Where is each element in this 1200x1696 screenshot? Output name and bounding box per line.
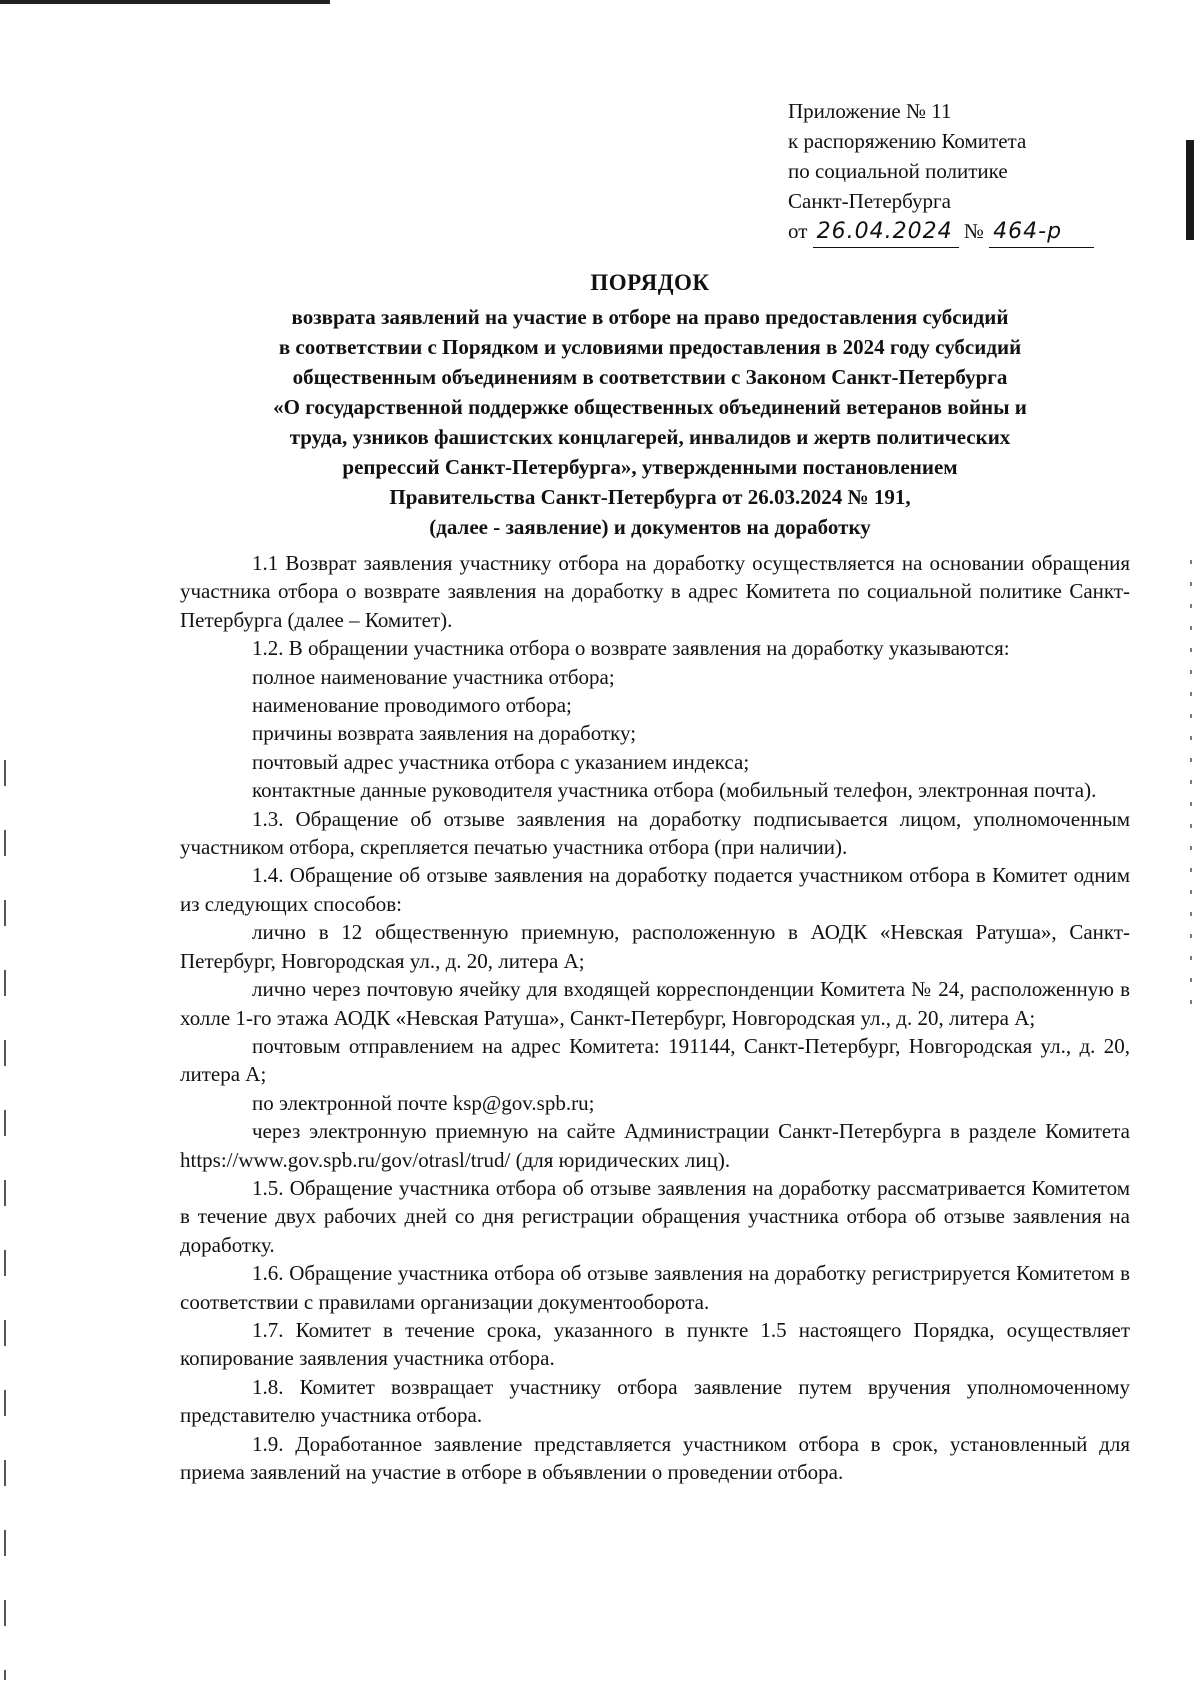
title-main: ПОРЯДОК	[590, 270, 710, 295]
number-prefix: №	[963, 219, 984, 243]
paragraph-1-2: 1.2. В обращении участника отбора о возврате заявления на доработку указываются:	[252, 636, 1010, 661]
paragraph-1-7: 1.7. Комитет в течение срока, указанного в пункте 1.5 настоящего Порядка, осуществляет копирование заявления участника отбора.	[180, 1317, 1130, 1371]
title-line: труда, узников фашистских концлагерей, инвалидов и жертв политических	[289, 425, 1011, 449]
scan-artifact-left-marks	[4, 760, 6, 1680]
paragraph-1-3: 1.3. Обращение об отзыве заявления на доработку подписывается лицом, уполномоченным участником отбора, скрепляется печатью участника отбора (при наличии).	[180, 806, 1130, 860]
list-item: контактные данные руководителя участника отбора (мобильный телефон, электронная почта).	[252, 778, 1097, 803]
scan-artifact-top-line	[0, 0, 330, 4]
paragraph-1-4: 1.4. Обращение об отзыве заявления на доработку подается участником отбора в Комитет одним из следующих способов:	[180, 863, 1130, 916]
list-item: причины возврата заявления на доработку;	[252, 721, 637, 746]
list-item: полное наименование участника отбора;	[252, 664, 615, 689]
date-prefix: от	[788, 219, 808, 243]
title-line: возврата заявлений на участие в отборе на право предоставления субсидий	[291, 305, 1009, 329]
list-item: почтовым отправлением на адрес Комитета: 191144, Санкт-Петербург, Новгородская ул., д. 20, литера А;	[180, 1033, 1130, 1087]
appendix-line-1: Приложение № 11	[788, 99, 952, 123]
list-item: по электронной почте ksp@gov.spb.ru;	[252, 1090, 595, 1115]
appendix-line-3: по социальной политике	[788, 159, 1008, 183]
appendix-date-number-row	[788, 216, 1094, 248]
title-line: общественным объединениям в соответствии с Законом Санкт-Петербурга	[292, 365, 1008, 389]
scan-artifact-right-dots	[1190, 560, 1192, 1020]
document-title	[160, 268, 1140, 542]
paragraph-1-6: 1.6. Обращение участника отбора об отзыве заявления на доработку регистрируется Комитетом в соответствии с правилами организации документооборота.	[180, 1261, 1130, 1314]
title-line: репрессий Санкт-Петербурга», утвержденными постановлением	[342, 455, 958, 479]
handwritten-date: 26.04.2024	[813, 217, 959, 248]
paragraph-1-9: 1.9. Доработанное заявление представляется участником отбора в срок, установленный для приема заявлений на участие в отборе в объявлении о проведении отбора.	[180, 1431, 1130, 1484]
list-item: через электронную приемную на сайте Администрации Санкт-Петербурга в разделе Комитета https://www.gov.spb.ru/gov/otrasl/trud/ (для юридических лиц).	[180, 1119, 1130, 1172]
title-line: в соответствии с Порядком и условиями предоставления в 2024 году субсидий	[278, 335, 1022, 359]
list-item: почтовый адрес участника отбора с указанием индекса;	[252, 749, 750, 774]
handwritten-number: 464-р	[989, 217, 1094, 248]
title-line: «О государственной поддержке общественных объединений ветеранов войны и	[273, 395, 1027, 419]
list-item: лично через почтовую ячейку для входящей корреспонденции Комитета № 24, расположенную в холле 1-го этажа АОДК «Невская Ратуша», Санкт-Петербург, Новгородская ул., д. 20, литера А;	[180, 977, 1130, 1030]
paragraph-1-5: 1.5. Обращение участника отбора об отзыве заявления на доработку рассматривается Комитетом в течение двух рабочих дней со дня регистрации обращения участника отбора об отзыве заявления на доработку.	[180, 1175, 1130, 1257]
document-body	[180, 549, 1130, 1486]
scan-artifact-right-bar	[1186, 140, 1194, 240]
list-item: лично в 12 общественную приемную, расположенную в АОДК «Невская Ратуша», Санкт-Петербург, Новгородская ул., д. 20, литера А;	[180, 920, 1130, 973]
appendix-line-2: к распоряжению Комитета	[788, 129, 1027, 153]
title-line: (далее - заявление) и документов на доработку	[429, 515, 871, 539]
paragraph-1-1: 1.1 Возврат заявления участнику отбора на доработку осуществляется на основании обращения участника отбора о возврате заявления на доработку в адрес Комитета по социальной политике Санкт-Петербурга (далее – Комитет).	[180, 551, 1130, 632]
appendix-line-4: Санкт-Петербурга	[788, 189, 951, 213]
paragraph-1-8: 1.8. Комитет возвращает участнику отбора заявление путем вручения уполномоченному представителю участника отбора.	[180, 1374, 1130, 1428]
appendix-header	[788, 96, 1094, 248]
list-item: наименование проводимого отбора;	[252, 693, 572, 718]
title-line: Правительства Санкт-Петербурга от 26.03.2024 № 191,	[389, 485, 911, 509]
